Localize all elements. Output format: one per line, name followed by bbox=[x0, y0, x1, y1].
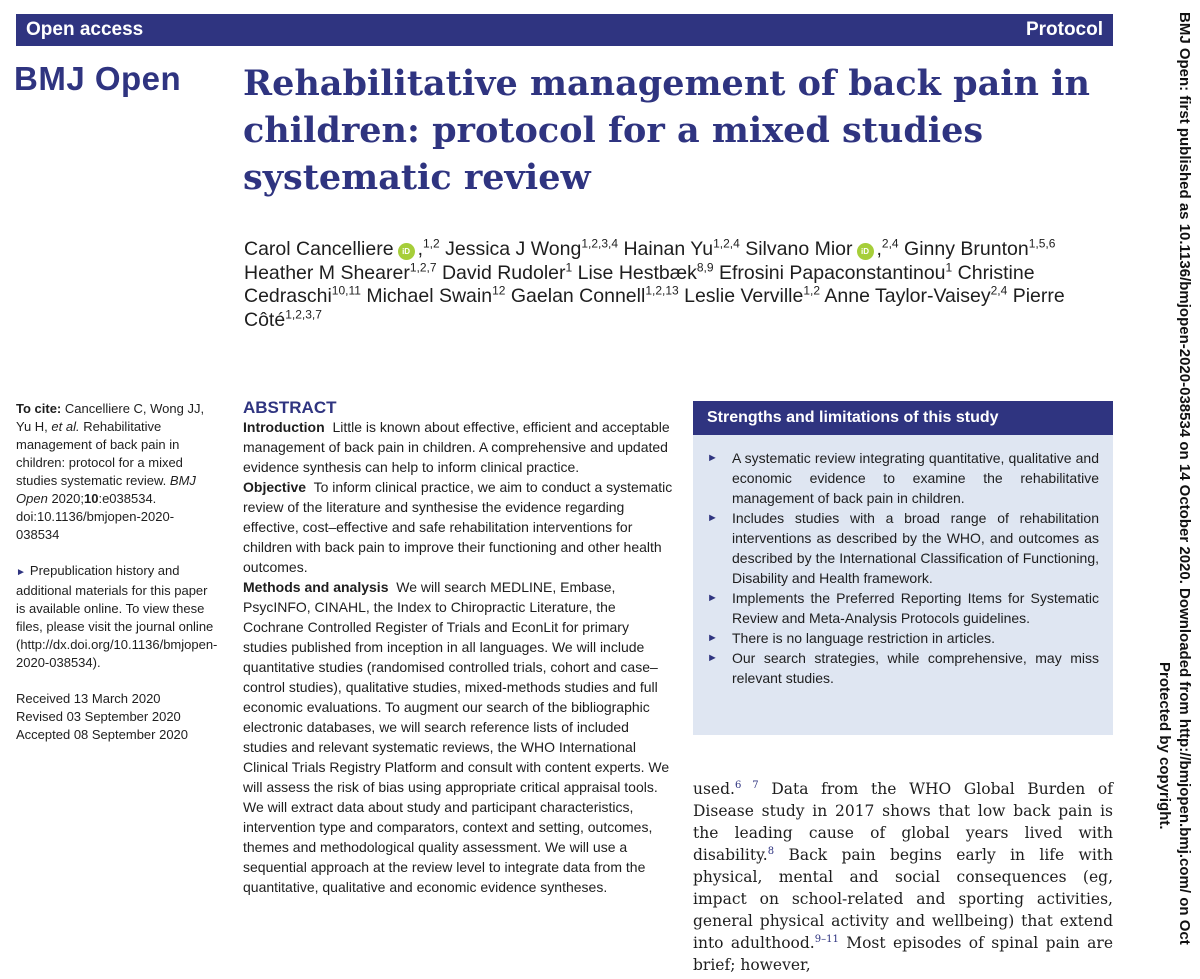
affiliation-numbers: 8,9 bbox=[696, 260, 714, 274]
strengths-limitations-box bbox=[693, 401, 1113, 735]
author-name: Silvano Mior bbox=[745, 238, 853, 260]
affiliation-numbers: 1,5,6 bbox=[1028, 236, 1056, 251]
open-access-label: Open access bbox=[26, 19, 144, 40]
affiliation-numbers: 1 bbox=[945, 260, 953, 274]
revised-date: Revised 03 September 2020 bbox=[16, 709, 181, 724]
affiliation-numbers: 2,4 bbox=[881, 236, 899, 251]
author-name: Ginny Brunton bbox=[904, 238, 1029, 260]
strengths-list bbox=[693, 435, 1113, 688]
affiliation-numbers: 1 bbox=[565, 260, 573, 274]
affiliation-numbers: 2,4 bbox=[990, 283, 1008, 298]
triangle-bullet-icon: ► bbox=[707, 592, 718, 604]
article-title: Rehabilitative management of back pain in children: protocol for a mixed studies systematic review bbox=[243, 63, 1090, 198]
abstract bbox=[243, 399, 675, 897]
prepublication-note[interactable]: ► Prepublication history and additional materials for this paper is available online. To view these files, please visit the journal online (http://dx.doi.org/10.1136/bmjopen-2020-038534). bbox=[16, 563, 218, 670]
author-list: Carol Cancelliere iD ,$^{1,2}$ Jessica J Wong$^{1,2,3,4}$ Hainan Yu$^{1,2,4}$ Silvano Mior iD ,$^{2,4}$ Ginny Brunton$^{1,5,6}$ Heather M Shearer$^{1,2,7}$ David Rudoler$^1$ Lise Hestbæk$^{8,9}$ Efrosini Papaconstantinou$^1$ Christine Cedraschi$^{10,11}$ Michael Swain$^{12}$ Gaelan Connell$^{1,2,13}$ Leslie Verville$^{1,2}$ Anne Taylor-Vaisey$^{2,4}$ Pierre Côté$^{1,2,3,7}$ bbox=[244, 236, 1065, 331]
author-name: Hainan Yu bbox=[623, 238, 714, 260]
received-date: Received 13 March 2020 bbox=[16, 691, 161, 706]
citation: To cite: Cancelliere C, Wong JJ, Yu H, et al. Rehabilitative management of back pain in children: protocol for a mixed studies systematic review. BMJ Open 2020;10:e038534. doi:10.1136/bmjopen-2020-038534 bbox=[16, 401, 205, 542]
author-name: Gaelan Connell bbox=[510, 285, 646, 307]
list-item: ► There is no language restriction in articles. bbox=[707, 630, 996, 646]
arrow-icon: ► bbox=[16, 567, 26, 578]
accepted-date: Accepted 08 September 2020 bbox=[16, 727, 189, 742]
reference-link[interactable]: 8 bbox=[767, 845, 775, 857]
author-name: Heather M Shearer bbox=[244, 261, 410, 284]
orcid-icon[interactable]: iD bbox=[857, 243, 874, 260]
affiliation-numbers: 1,2,13 bbox=[645, 283, 679, 298]
orcid-icon[interactable]: iD bbox=[398, 243, 415, 260]
affiliation-numbers: 1,2,4 bbox=[713, 236, 740, 251]
triangle-bullet-icon: ► bbox=[707, 632, 718, 644]
author-name: Jessica J Wong bbox=[445, 238, 582, 260]
affiliation-numbers: 1,2 bbox=[803, 283, 821, 298]
sidebar bbox=[16, 400, 216, 744]
author-name: Christine Cedraschi bbox=[244, 261, 1035, 307]
top-banner bbox=[16, 14, 1113, 46]
affiliation-numbers: 1,2,7 bbox=[409, 260, 437, 274]
article-type-label: Protocol bbox=[1025, 19, 1103, 40]
margin-publication-note bbox=[1154, 12, 1194, 972]
margin-line-1[interactable]: BMJ Open: first published as 10.1136/bmjopen-2020-038534 on 14 October 2020. Downloaded from http://bmjopen.bmj.com/ on Oct bbox=[1176, 12, 1193, 945]
triangle-bullet-icon: ► bbox=[707, 452, 718, 464]
author-name: Leslie Verville bbox=[684, 285, 804, 307]
abstract-methods: Methods and analysis We will search MEDLINE, Embase, PsycINFO, CINAHL, the Index to Chiropractic Literature, the Cochrane Controlled Register of Trials and EconLit for primary studies published from inception in all languages. We will include quantitative studies (randomised controlled trials, cohort and case–control studies), qualitative studies, mixed-methods studies and full economic evaluations. To augment our search of the bibliographic electronic databases, we will search reference lists of included studies and relevant systematic reviews, the WHO International Clinical Trials Registry Platform and consult with content experts. We will assess the risk of bias using appropriate critical appraisal tools. We will extract data about study and participant characteristics, intervention type and comparators, context and setting, outcomes, themes and methodological quality assessment. We will use a sequential approach at the review level to integrate data from the quantitative, qualitative and economic evidence syntheses. bbox=[243, 579, 670, 895]
author-name: Pierre Côté bbox=[244, 285, 1065, 331]
author-name: Carol Cancelliere bbox=[244, 238, 394, 260]
dates bbox=[16, 690, 216, 744]
abstract-heading: ABSTRACT bbox=[243, 398, 337, 417]
author-name: Lise Hestbæk bbox=[577, 261, 697, 284]
reference-link[interactable]: 9–11 bbox=[814, 933, 839, 945]
list-item: ► A systematic review integrating quantitative, qualitative and economic evidence to examine the rehabilitative management of back pain in children. bbox=[707, 450, 1099, 506]
affiliation-numbers: 12 bbox=[492, 283, 506, 298]
affiliation-numbers: 1,2,3,4 bbox=[581, 236, 619, 251]
abstract-objective: Objective To inform clinical practice, we aim to conduct a systematic review of the literature and synthesise the evidence regarding effective, cost–effective and safe rehabilitation interventions for children with back pain to improve their functioning and other health outcomes. bbox=[243, 479, 673, 575]
box-title: Strengths and limitations of this study bbox=[693, 401, 1113, 435]
affiliation-numbers: 1,2 bbox=[423, 236, 440, 251]
author-name: Efrosini Papaconstantinou bbox=[718, 261, 946, 284]
triangle-bullet-icon: ► bbox=[707, 512, 718, 524]
list-item: ► Our search strategies, while comprehensive, may miss relevant studies. bbox=[707, 650, 1099, 686]
journal-logo[interactable]: BMJ Open bbox=[14, 60, 182, 97]
triangle-bullet-icon: ► bbox=[707, 652, 718, 664]
margin-line-2: Protected by copyright. bbox=[1156, 662, 1173, 830]
list-item: ► Implements the Preferred Reporting Items for Systematic Review and Meta-Analysis Protocols guidelines. bbox=[707, 590, 1099, 626]
affiliation-numbers: 10,11 bbox=[331, 283, 361, 298]
author-name: Anne Taylor-Vaisey bbox=[824, 285, 991, 307]
list-item: ► Includes studies with a broad range of rehabilitation interventions as described by the WHO, and outcomes as described by the International Classification of Functioning, Disability and Health framework. bbox=[707, 510, 1099, 586]
author-name: Michael Swain bbox=[366, 285, 493, 307]
body-paragraph: used.$^{6 7}$ Data from the WHO Global Burden of Disease study in 2017 shows that low back pain is the leading cause of global years lived with disability.$^8$ Back pain begins early in life with physical, mental and social consequences (eg, impact on school-related and sporting activities, general physical activity and wellbeing) that extend into adulthood.$^{9-11}$ Most episodes of spinal pain are brief; however, bbox=[693, 779, 1113, 974]
reference-link[interactable]: 6 7 bbox=[734, 779, 759, 791]
abstract-introduction: Introduction Little is known about effective, efficient and acceptable management of back pain in children. A comprehensive and updated evidence synthesis can help to inform clinical practice. bbox=[243, 419, 670, 475]
affiliation-numbers: 1,2,3,7 bbox=[285, 307, 322, 321]
author-name: David Rudoler bbox=[441, 261, 566, 284]
